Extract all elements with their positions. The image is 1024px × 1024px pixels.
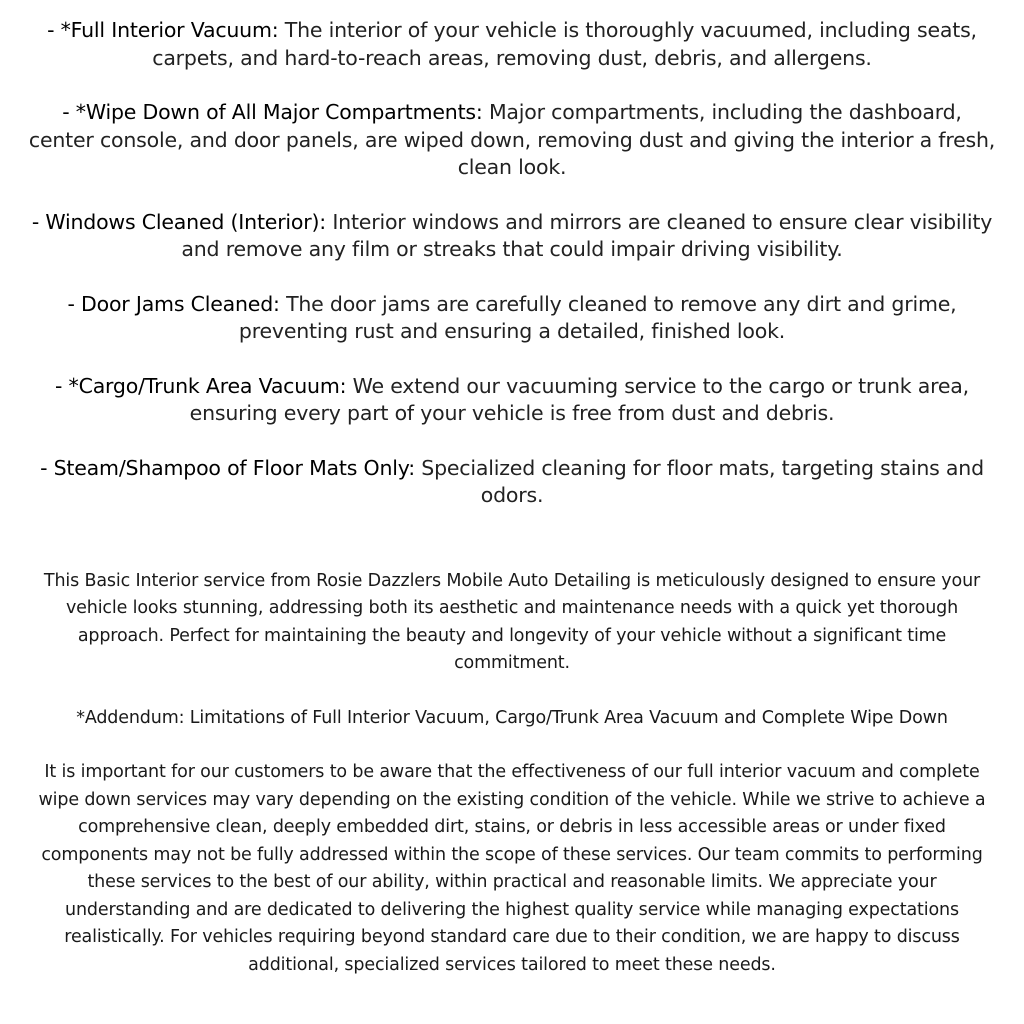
service-item-description: The door jams are carefully cleaned to remove any dirt and grime, preventing rust and ensuring a detailed, finished look. (238, 291, 957, 343)
service-item-description: Major compartments, including the dashboard, center console, and door panels, are wiped down, removing dust and giving the interior a fresh, clean look. (28, 100, 996, 179)
service-list (28, 17, 996, 510)
service-item-description: The interior of your vehicle is thoroughly vacuumed, including seats, carpets, and hard-to-reach areas, removing dust, debris, and allergens. (152, 18, 977, 70)
service-item-description: Interior windows and mirrors are cleaned to ensure clear visibility and remove any film or streaks that could impair driving visibility. (181, 209, 993, 261)
service-item-title: - *Full Interior Vacuum: (47, 18, 279, 42)
service-item-description: We extend our vacuuming service to the cargo or trunk area, ensuring every part of your vehicle is free from dust and debris. (189, 373, 969, 425)
service-summary-section (28, 568, 996, 980)
service-item-title: - *Cargo/Trunk Area Vacuum: (55, 373, 347, 398)
service-item-cargo-trunk-vacuum (28, 373, 996, 428)
service-item-title: - Door Jams Cleaned: (67, 291, 280, 316)
service-item-floor-mats (28, 455, 996, 510)
service-item-full-interior-vacuum (28, 17, 996, 72)
service-item-door-jams (28, 291, 996, 346)
service-item-description: Specialized cleaning for floor mats, targeting stains and odors. (421, 455, 984, 507)
summary-paragraph: This Basic Interior service from Rosie Dazzlers Mobile Auto Detailing is meticulously designed to ensure your vehicle looks stunning, addressing both its aesthetic and maintenance needs with a quick yet thorough approach. Perfect for maintaining the beauty and longevity of your vehicle without a significant time commitment. (43, 570, 981, 673)
addendum-heading: *Addendum: Limitations of Full Interior Vacuum, Cargo/Trunk Area Vacuum and Complete Wipe Down (76, 707, 948, 728)
service-item-title: - Steam/Shampoo of Floor Mats Only: (40, 455, 415, 480)
addendum-paragraph: It is important for our customers to be aware that the effectiveness of our full interior vacuum and complete wipe down services may vary depending on the existing condition of the vehicle. While we strive to achieve a comprehensive clean, deeply embedded dirt, stains, or debris in less accessible areas or under fixed components may not be fully addressed within the scope of these services. Our team commits to performing these services to the best of our ability, within practical and reasonable limits. We appreciate your understanding and are dedicated to delivering the highest quality service while managing expectations realistically. For vehicles requiring beyond standard care due to their condition, we are happy to discuss additional, specialized services tailored to meet these needs. (38, 762, 986, 975)
service-item-wipe-down (28, 99, 996, 182)
service-item-title: - *Wipe Down of All Major Compartments: (62, 100, 483, 124)
service-item-title: - Windows Cleaned (Interior): (31, 209, 326, 234)
service-item-windows-cleaned (28, 209, 996, 264)
